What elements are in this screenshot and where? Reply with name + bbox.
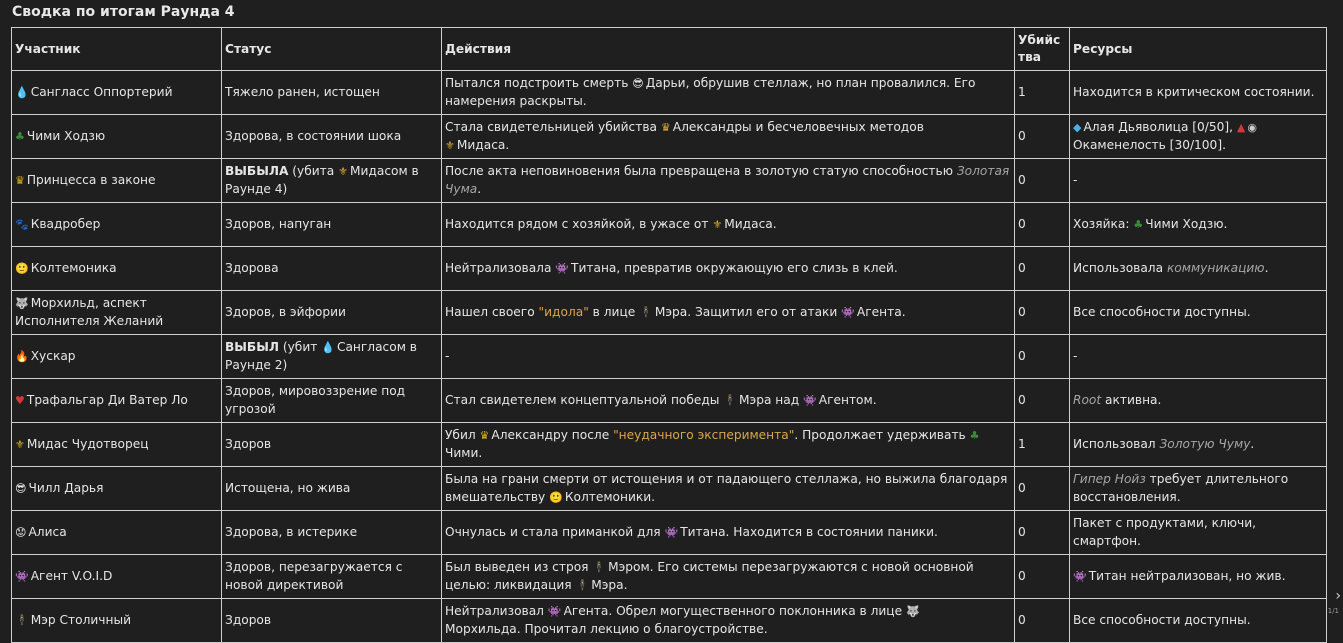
participant-cell: 🔥 Хускар [12, 335, 222, 379]
fleur-icon: ⚜ [712, 217, 723, 231]
participant-cell: 🕴 Мэр Столичный [12, 599, 222, 643]
table-row [12, 467, 1327, 511]
person-icon: 🕴 [723, 393, 738, 407]
header-resources: Ресурсы [1070, 28, 1327, 71]
alien-icon: 👾 [1073, 569, 1087, 583]
table-row [12, 247, 1327, 291]
resources-cell: - [1070, 159, 1327, 203]
resources-cell: Все способности доступны. [1070, 599, 1327, 643]
fleur-icon: ⚜ [15, 437, 25, 451]
actions-cell: Стал свидетелем концептуальной победы 🕴 Мэра над 👾 Агентом. [442, 379, 1015, 423]
crown-icon: ♛ [479, 429, 490, 442]
resources-cell: Все способности доступны. [1070, 291, 1327, 335]
table-row [12, 291, 1327, 335]
participant-cell: 🐾 Квадробер [12, 203, 222, 247]
status-cell: Здорова [222, 247, 442, 291]
face-icon: 🙂 [549, 490, 563, 504]
person-icon: 🕴 [575, 578, 590, 592]
status-cell: Здоров, мировоззрение под угрозой [222, 379, 442, 423]
kills-cell: 0 [1015, 115, 1070, 159]
face-icon: 🙂 [15, 261, 29, 275]
actions-cell: Стала свидетельницей убийства ♛ Александры и бесчеловечных методов ⚜ Мидаса. [442, 115, 1015, 159]
resources-cell: Использовала коммуникацию. [1070, 247, 1327, 291]
heart-icon: ♥ [15, 393, 25, 407]
actions-cell: Нейтрализовала 👾 Титана, превратив окружающую его слизь в клей. [442, 247, 1015, 291]
table-row [12, 335, 1327, 379]
resources-cell: 👾 Титан нейтрализован, но жив. [1070, 555, 1327, 599]
tree-icon: ♣ [969, 429, 980, 442]
status-cell: Здоров, в эйфории [222, 291, 442, 335]
kills-cell: 0 [1015, 599, 1070, 643]
status-cell: Здорова, в истерике [222, 511, 442, 555]
kills-cell: 1 [1015, 71, 1070, 115]
table-row [12, 115, 1327, 159]
participant-cell: 🙂 Колтемоника [12, 247, 222, 291]
table-row [12, 71, 1327, 115]
actions-cell: Убил ♛ Александру после "неудачного эксперимента". Продолжает удерживать ♣ Чими. [442, 423, 1015, 467]
status-cell: ВЫБЫЛА (убита ⚜ Мидасом в Раунде 4) [222, 159, 442, 203]
actions-cell: Нашел своего "идола" в лице 🕴 Мэра. Защитил его от атаки 👾 Агента. [442, 291, 1015, 335]
fox-icon: 🐾 [15, 217, 29, 231]
kills-cell: 0 [1015, 379, 1070, 423]
resources-cell: Хозяйка: ♣ Чими Ходзю. [1070, 203, 1327, 247]
alien-icon: 👾 [803, 393, 817, 407]
actions-cell: Находится рядом с хозяйкой, в ужасе от ⚜ Мидаса. [442, 203, 1015, 247]
kills-cell: 0 [1015, 159, 1070, 203]
kills-cell: 0 [1015, 247, 1070, 291]
summary-title: Сводка по итогам Раунда 4 [12, 4, 235, 20]
resources-cell: Находится в критическом состоянии. [1070, 71, 1327, 115]
status-cell: Здоров, напуган [222, 203, 442, 247]
blood-drop-icon: 💧 [15, 85, 29, 99]
actions-cell: Нейтрализовал 👾 Агента. Обрел могущественного поклонника в лице 🐺 Морхильда. Прочитал лекцию о благоустройстве. [442, 599, 1015, 643]
table-row [12, 159, 1327, 203]
status-cell: ВЫБЫЛ (убит 💧 Сангласом в Раунде 2) [222, 335, 442, 379]
actions-cell: - [442, 335, 1015, 379]
participant-cell: 💧 Сангласс Оппортерий [12, 71, 222, 115]
alien-icon: 👾 [841, 305, 855, 319]
table-row [12, 423, 1327, 467]
fleur-icon: ⚜ [445, 138, 455, 152]
status-cell: Здоров [222, 599, 442, 643]
tree-icon: ♣ [15, 129, 25, 143]
resources-cell: Гипер Нойз требует длительного восстановления. [1070, 467, 1327, 511]
resources-cell: ◆ Алая Дьяволица [0/50], ▲ ◉ Окаменелость [30/100]. [1070, 115, 1327, 159]
status-cell: Здорова, в состоянии шока [222, 115, 442, 159]
status-cell: Истощена, но жива [222, 467, 442, 511]
alien-icon: 👾 [15, 569, 29, 583]
table-row [12, 379, 1327, 423]
kills-cell: 0 [1015, 291, 1070, 335]
eye-icon: ◉ [1247, 121, 1257, 134]
actions-cell: Был выведен из строя 🕴 Мэром. Его системы перезагружаются с новой основной целью: ликвидация 🕴 Мэра. [442, 555, 1015, 599]
gem-icon: ◆ [1073, 121, 1082, 134]
fleur-icon: ⚜ [338, 165, 348, 178]
kills-cell: 0 [1015, 555, 1070, 599]
kills-cell: 0 [1015, 467, 1070, 511]
blood-drop-icon: 💧 [321, 341, 335, 354]
status-cell: Здоров, перезагружается с новой директивой [222, 555, 442, 599]
table-row [12, 599, 1327, 643]
round-summary-table [11, 27, 1327, 643]
participant-cell: ⚜ Мидас Чудотворец [12, 423, 222, 467]
person-icon: 🕴 [639, 305, 653, 319]
tree-icon: ♣ [1133, 217, 1144, 231]
resources-cell: Использовал Золотую Чуму. [1070, 423, 1327, 467]
fire-icon: 🔥 [15, 349, 29, 363]
actions-cell: После акта неповиновения была превращена в золотую статую способностью Золотая Чума. [442, 159, 1015, 203]
table-row [12, 511, 1327, 555]
participant-cell: ♛ Принцесса в законе [12, 159, 222, 203]
header-actions: Действия [442, 28, 1015, 71]
crown-icon: ♛ [15, 173, 25, 187]
header-status: Статус [222, 28, 442, 71]
wolf-icon: 🐺 [905, 605, 920, 618]
table-row [12, 555, 1327, 599]
resources-cell: - [1070, 335, 1327, 379]
participant-cell: 👾 Агент V.O.I.D [12, 555, 222, 599]
kills-cell: 0 [1015, 335, 1070, 379]
alien-icon: 👾 [555, 261, 570, 275]
kills-cell: 1 [1015, 423, 1070, 467]
resources-cell: Пакет с продуктами, ключи, смартфон. [1070, 511, 1327, 555]
page-indicator: 1/1 [1327, 607, 1339, 615]
crown-icon: ♛ [660, 121, 671, 134]
sunglasses-icon: 😎 [15, 481, 27, 495]
header-kills: Убийства [1015, 28, 1070, 71]
kills-cell: 0 [1015, 511, 1070, 555]
alien-icon: 👾 [664, 525, 679, 539]
kills-cell: 0 [1015, 203, 1070, 247]
person-icon: 🕴 [15, 613, 29, 627]
worried-face-icon: 😟 [15, 525, 27, 539]
chevron-right-icon[interactable]: › [1335, 588, 1341, 604]
person-icon: 🕴 [592, 561, 607, 574]
resources-cell: Root активна. [1070, 379, 1327, 423]
table-header-row [12, 28, 1327, 71]
header-participant: Участник [12, 28, 222, 71]
actions-cell: Очнулась и стала приманкой для 👾 Титана. Находится в состоянии паники. [442, 511, 1015, 555]
participant-cell: ♥ Трафальгар Ди Ватер Ло [12, 379, 222, 423]
triangle-icon: ▲ [1236, 121, 1246, 134]
status-cell: Здоров [222, 423, 442, 467]
actions-cell: Была на грани смерти от истощения и от падающего стеллажа, но выжила благодаря вмешательству 🙂 Колтемоники. [442, 467, 1015, 511]
participant-cell: 🐺 Морхильд, аспект Исполнителя Желаний [12, 291, 222, 335]
participant-cell: ♣ Чими Ходзю [12, 115, 222, 159]
table-row [12, 203, 1327, 247]
participant-cell: 😟 Алиса [12, 511, 222, 555]
actions-cell: Пытался подстроить смерть 😎 Дарьи, обрушив стеллаж, но план провалился. Его намерения раскрыты. [442, 71, 1015, 115]
sunglasses-icon: 😎 [632, 77, 644, 90]
alien-icon: 👾 [547, 605, 562, 618]
wolf-icon: 🐺 [15, 297, 29, 310]
status-cell: Тяжело ранен, истощен [222, 71, 442, 115]
participant-cell: 😎 Чилл Дарья [12, 467, 222, 511]
